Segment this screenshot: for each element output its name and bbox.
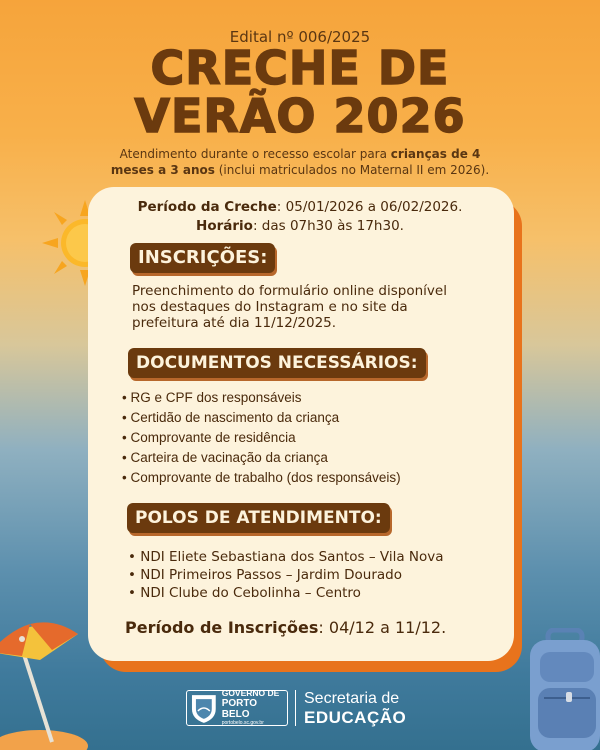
crest-icon (189, 691, 219, 725)
polos-list (128, 548, 488, 602)
documentos-heading: DOCUMENTOS NECESSÁRIOS: (128, 348, 426, 378)
inscricoes-periodo-value: : 04/12 a 11/12. (318, 618, 447, 637)
governo-text (222, 689, 287, 727)
inscricoes-periodo (125, 618, 485, 637)
list-item: • RG e CPF dos responsáveis (122, 388, 482, 408)
list-item: • NDI Eliete Sebastiana dos Santos – Vila Nova (128, 548, 488, 566)
gov-line-1: GOVERNO DE (221, 688, 280, 698)
list-item: • Comprovante de residência (122, 428, 482, 448)
inscricoes-text: Preenchimento do formulário online disponível nos destaques do Instagram e no site da prefeitura até dia 11/12/2025. (132, 283, 447, 331)
footer-divider (295, 690, 296, 726)
title-line-1: CRECHE DE (150, 41, 450, 95)
periodo-block (100, 198, 500, 236)
edital-number: Edital nº 006/2025 (229, 28, 371, 46)
page-title (0, 41, 600, 143)
inscricoes-heading: INSCRIÇÕES: (130, 243, 275, 273)
beach-umbrella-icon (0, 612, 90, 750)
horario-label: Horário (196, 218, 253, 234)
subtitle-pre: Atendimento durante o recesso escolar para (119, 147, 391, 161)
title-line-2: VERÃO 2026 (134, 89, 466, 143)
inscricoes-periodo-label: Período de Inscrições (125, 618, 319, 637)
list-item: • Certidão de nascimento da criança (122, 408, 482, 428)
polos-heading: POLOS DE ATENDIMENTO: (127, 503, 390, 533)
list-item: • Carteira de vacinação da criança (122, 448, 482, 468)
governo-porto-belo-logo (186, 690, 288, 726)
list-item: • Comprovante de trabalho (dos responsáveis) (122, 468, 482, 488)
list-item: • NDI Clube do Cebolinha – Centro (128, 584, 488, 602)
list-item: • NDI Primeiros Passos – Jardim Dourado (128, 566, 488, 584)
documentos-list (122, 388, 482, 488)
subtitle-bold: crianças de 4 meses a 3 anos (110, 147, 481, 177)
periodo-value: : 05/01/2026 a 06/02/2026. (276, 199, 463, 215)
horario-value: : das 07h30 às 17h30. (252, 218, 404, 234)
gov-line-2: PORTO BELO (221, 698, 258, 720)
backpack-icon (522, 628, 600, 750)
horario-line (100, 217, 500, 236)
subtitle (110, 146, 490, 178)
sec-line-2: EDUCAÇÃO (304, 708, 407, 727)
sec-line-1: Secretaria de (304, 690, 400, 707)
periodo-line (100, 198, 500, 217)
secretaria-educacao-logo (304, 689, 406, 727)
subtitle-post: (inclui matriculados no Maternal II em 2026). (214, 163, 490, 177)
periodo-label: Período da Creche (137, 199, 277, 215)
gov-site: portobelo.sc.gov.br (221, 720, 264, 726)
